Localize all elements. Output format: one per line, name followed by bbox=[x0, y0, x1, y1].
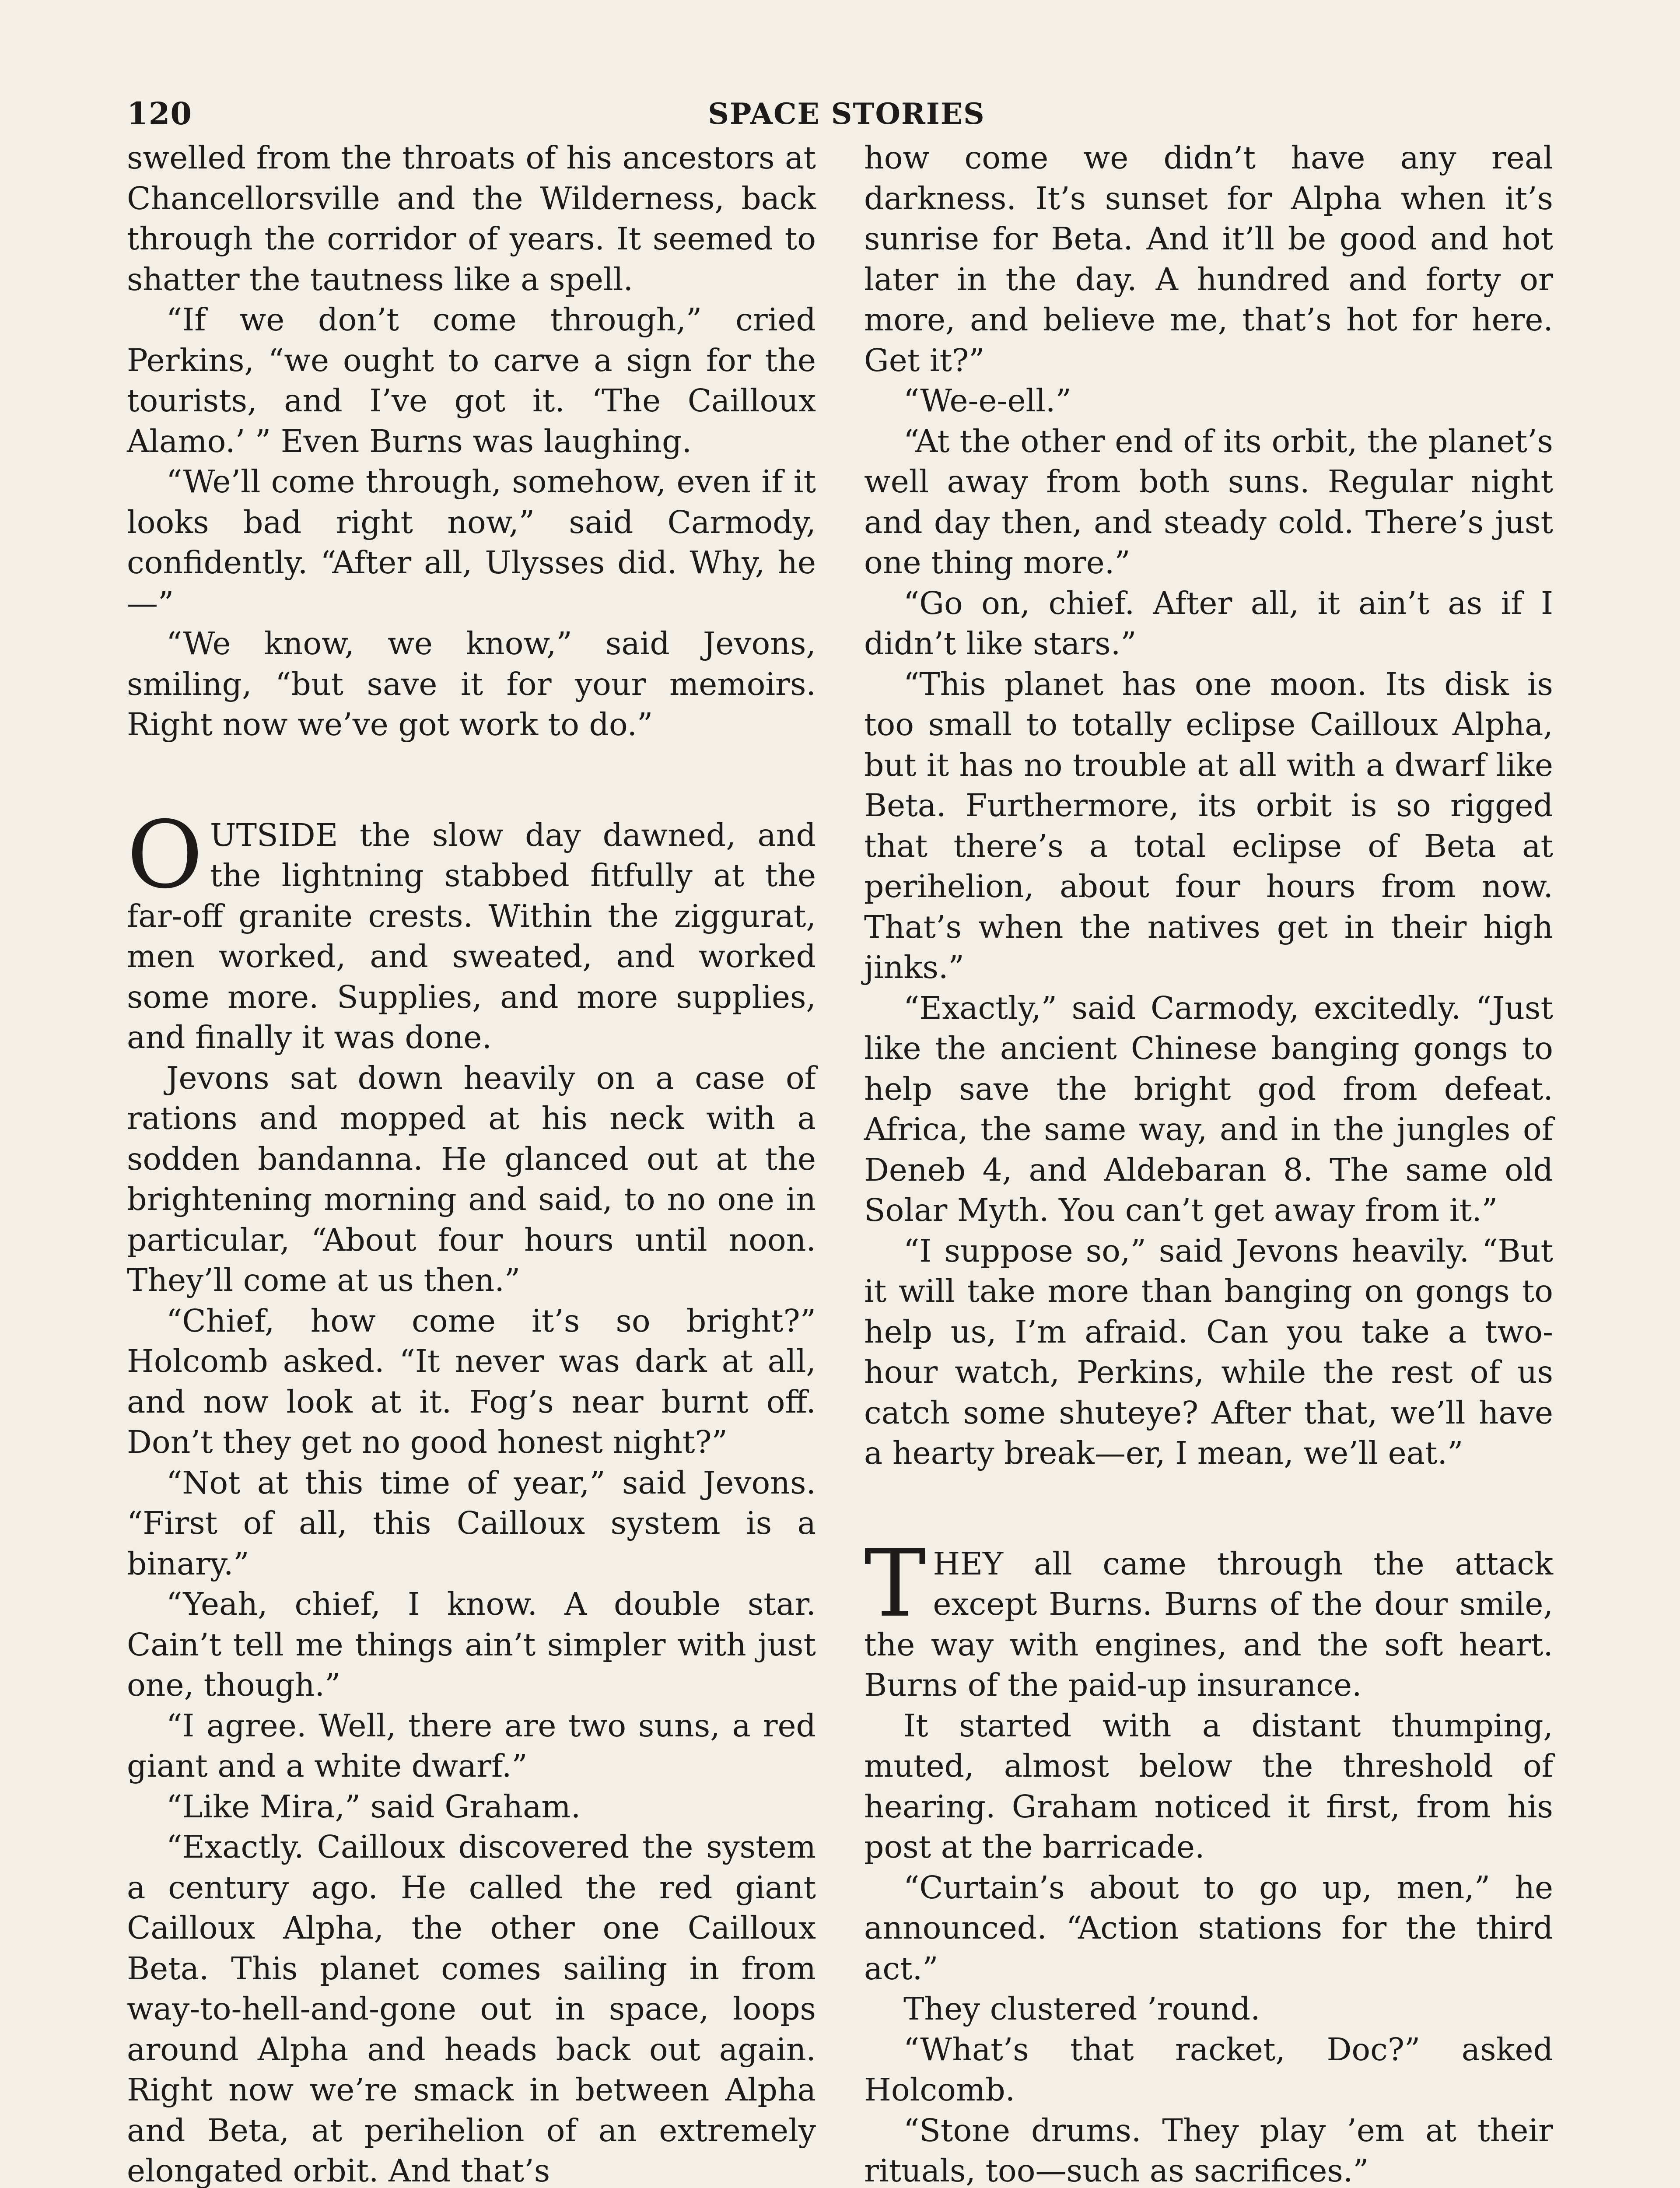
paragraph: “Exactly,” said Carmody, excitedly. “Just like the ancient Chinese banging gongs to help save the bright god from defeat. Africa, the same way, and in the jungles of Deneb 4, and Aldebaran 8. The same old Solar Myth. You can’t get away from it.” bbox=[864, 989, 1553, 1228]
page-header bbox=[127, 94, 1566, 133]
paragraph: “Exactly. Cailloux discovered the system a century ago. He called the red giant Cailloux Alpha, the other one Cailloux Beta. This planet comes sailing in from way-to-hell-and-gone out in space, loops around Alpha and heads back out again. Right now we’re smack in between Alpha and Beta, at perihelion of an extremely elongated orbit. And that’s bbox=[127, 1829, 816, 2188]
left-column bbox=[127, 138, 816, 2188]
paragraph: “If we don’t come through,” cried Perkins, “we ought to carve a sign for the tourists, and I’ve got it. ‘The Cailloux Alamo.’ ” Even Burns was laughing. bbox=[127, 302, 816, 459]
paragraph: “I agree. Well, there are two suns, a red giant and a white dwarf.” bbox=[127, 1707, 816, 1784]
paragraph: “Chief, how come it’s so bright?” Holcomb asked. “It never was dark at all, and now look at it. Fog’s near burnt off. Don’t they get no good honest night?” bbox=[127, 1302, 816, 1460]
running-head: SPACE STORIES bbox=[708, 97, 985, 131]
paragraph: “I suppose so,” said Jevons heavily. “But it will take more than banging on gongs to help us, I’m afraid. Can you take a two-hour watch, Perkins, while the rest of us catch some shuteye? After that, we’ll have a hearty break—er, I mean, we’ll eat.” bbox=[864, 1232, 1553, 1471]
paragraph: “We’ll come through, somehow, even if it looks bad right now,” said Carmody, confidently. “After all, Ulysses did. Why, he—” bbox=[127, 463, 816, 621]
paragraph: “At the other end of its orbit, the planet’s well away from both suns. Regular night and day then, and steady cold. There’s just one thing more.” bbox=[864, 423, 1553, 581]
paragraph: “Curtain’s about to go up, men,” he announced. “Action stations for the third act.” bbox=[864, 1869, 1553, 1987]
drop-cap: O bbox=[127, 800, 203, 909]
section-opening-paragraph bbox=[127, 800, 816, 1058]
paragraph: “We know, we know,” said Jevons, smiling, “but save it for your memoirs. Right now we’ve got work to do.” bbox=[127, 625, 816, 743]
paragraph: “Like Mira,” said Graham. bbox=[166, 1788, 581, 1825]
paragraph: “Stone drums. They play ’em at their rituals, too—such as sacrifices.” bbox=[864, 2112, 1553, 2188]
right-column bbox=[864, 138, 1553, 2188]
paragraph: “What’s that racket, Doc?” asked Holcomb. bbox=[864, 2031, 1553, 2108]
paragraph: “This planet has one moon. Its disk is too small to totally eclipse Cailloux Alpha, but it has no trouble at all with a dwarf like Beta. Furthermore, its orbit is so rigged that there’s a total eclipse of Beta at perihelion, about four hours from now. That’s when the natives get in their high jinks.” bbox=[864, 666, 1553, 985]
paragraph: They clustered ’round. bbox=[903, 1991, 1260, 2027]
paragraph: “Go on, chief. After all, it ain’t as if I didn’t like stars.” bbox=[864, 585, 1553, 662]
page-number: 120 bbox=[127, 95, 192, 132]
paragraph: Jevons sat down heavily on a case of rations and mopped at his neck with a sodden bandanna. He glanced out at the brightening morning and said, to no one in particular, “About four hours until noon. They’ll come at us then.” bbox=[127, 1059, 816, 1298]
paragraph: “Yeah, chief, I know. A double star. Cain’t tell me things ain’t simpler with just one, though.” bbox=[127, 1586, 816, 1703]
drop-cap: T bbox=[864, 1529, 926, 1637]
paragraph: It started with a distant thumping, muted, almost below the threshold of hearing. Graham noticed it first, from his post at the barricade. bbox=[864, 1707, 1553, 1865]
paragraph: swelled from the throats of his ancestors at Chancellorsville and the Wilderness, back through the corridor of years. It seemed to shatter the tautness like a spell. bbox=[127, 140, 816, 298]
paragraph: “Not at this time of year,” said Jevons. “First of all, this Cailloux system is a binary.” bbox=[127, 1464, 816, 1582]
paragraph-text: UTSIDE the slow day dawned, and the lightning stabbed fitfully at the far-off granite crests. Within the ziggurat, men worked, and sweated, and worked some more. Supplies, and more supplies, and finally it was done. bbox=[127, 817, 816, 1055]
paragraph-text: HEY all came through the attack except Burns. Burns of the dour smile, the way with engines, and the soft heart. Burns of the paid-up insurance. bbox=[864, 1545, 1553, 1703]
paragraph: how come we didn’t have any real darkness. It’s sunset for Alpha when it’s sunrise for Beta. And it’ll be good and hot later in the day. A hundred and forty or more, and believe me, that’s hot for here. Get it?” bbox=[864, 140, 1553, 379]
paragraph: “We-e-ell.” bbox=[903, 382, 1071, 419]
section-opening-paragraph bbox=[864, 1529, 1553, 1706]
